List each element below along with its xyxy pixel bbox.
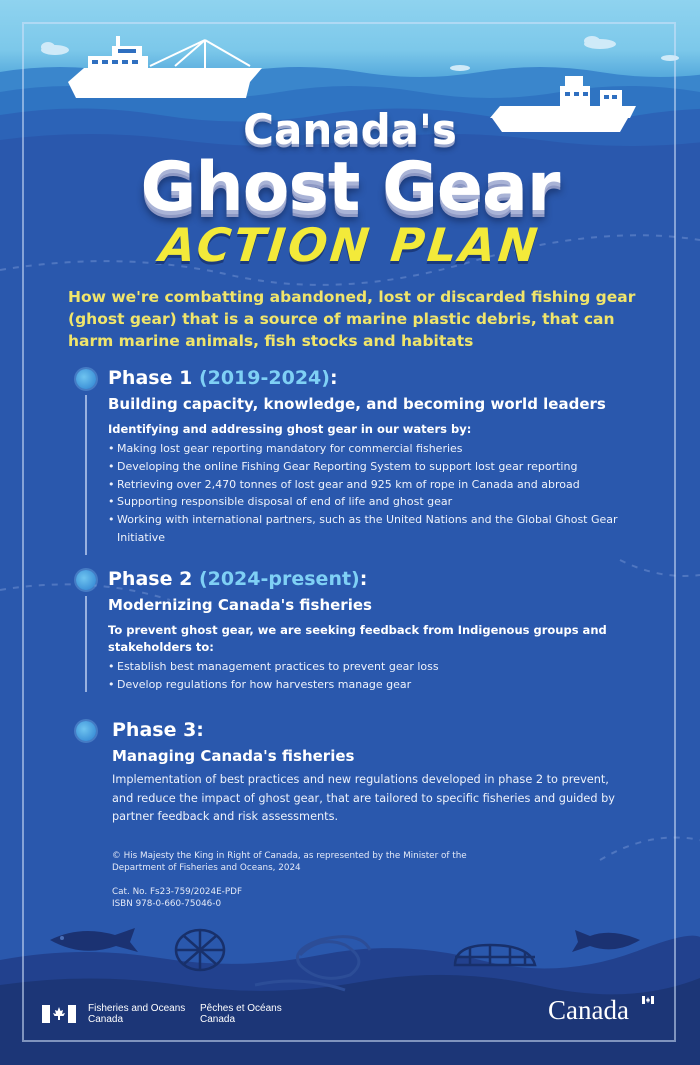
list-item: • Supporting responsible disposal of end of life and ghost gear (108, 493, 648, 511)
dept-en-line-1: Fisheries and Oceans (88, 1003, 186, 1014)
list-item: • Developing the online Fishing Gear Reporting System to support lost gear reporting (108, 458, 648, 476)
phase-1-title (108, 367, 648, 389)
phase-2-label: Phase 2 (108, 568, 193, 590)
phase-2-colon: : (359, 568, 368, 590)
phase-2-years: (2024-present) (198, 568, 360, 590)
catalogue-number: Cat. No. Fs23-759/2024E-PDF (112, 887, 242, 897)
phase-3-subtitle: Managing Canada's fisheries (112, 747, 355, 765)
phase-1-label: Phase 1 (108, 367, 193, 389)
phase-3-title: Phase 3: (112, 719, 204, 741)
dept-en-line-2: Canada (88, 1014, 124, 1025)
phase-2-bullet-dot (76, 570, 96, 590)
phase-2-title (108, 568, 638, 590)
phase-1-bullet-dot (76, 369, 96, 389)
dept-fr-line-1: Pêches et Océans (200, 1003, 282, 1014)
title-line-2: Ghost Gear (140, 148, 560, 227)
phase-3-section (112, 719, 632, 827)
department-name-french (200, 1003, 282, 1025)
department-name-english (88, 1003, 185, 1025)
phase-1-timeline-line (85, 395, 87, 555)
title-line-1: Canada's (243, 105, 457, 154)
phase-1-lead: Identifying and addressing ghost gear in our waters by: (108, 422, 472, 436)
phase-1-section (108, 367, 648, 547)
phase-1-subtitle: Building capacity, knowledge, and becoming world leaders (108, 395, 606, 413)
list-item: • Establish best management practices to prevent gear loss (108, 658, 638, 676)
canada-flag-icon (42, 1005, 76, 1023)
canada-wordmark: Canada (548, 995, 629, 1025)
phase-3-bullet-dot (76, 721, 96, 741)
fishing-trap-icon (176, 930, 224, 970)
phase-3-body: Implementation of best practices and new regulations developed in phase 2 to prevent, and reduce the impact of ghost gear, that are tailored to specific fisheries and guided by partner feedback and risk assessments. (112, 773, 615, 823)
phase-2-subtitle: Modernizing Canada's fisheries (108, 596, 372, 614)
phase-2-lead: To prevent ghost gear, we are seeking feedback from Indigenous groups and stakeholders to: (108, 623, 607, 654)
isbn-number: ISBN 978-0-660-75046-0 (112, 899, 222, 909)
fishing-boat-icon (68, 36, 262, 98)
phase-2-bullet-list (108, 658, 638, 694)
phase-1-bullet-list (108, 440, 648, 547)
phase-2-section (108, 568, 638, 694)
wordmark-flag-icon (642, 996, 654, 1004)
intro-text: How we're combatting abandoned, lost or discarded fishing gear (ghost gear) that is a source of marine plastic debris, that can harm marine animals, fish stocks and habitats (68, 288, 636, 350)
phase-2-timeline-line (85, 596, 87, 692)
phase-1-years: (2019-2024) (198, 367, 330, 389)
list-item: • Develop regulations for how harvesters manage gear (108, 676, 638, 694)
list-item: • Making lost gear reporting mandatory for commercial fisheries (108, 440, 648, 458)
title-line-3: ACTION PLAN (157, 218, 543, 272)
phase-1-colon: : (329, 367, 338, 389)
copyright-notice: © His Majesty the King in Right of Canada, as represented by the Minister of the Department of Fisheries and Oceans, 2024 (112, 851, 467, 873)
list-item: • Retrieving over 2,470 tonnes of lost gear and 925 km of rope in Canada and abroad (108, 476, 648, 494)
dept-fr-line-2: Canada (200, 1014, 236, 1025)
list-item: • Working with international partners, such as the United Nations and the Global Ghost Gear Initiative (108, 511, 648, 547)
